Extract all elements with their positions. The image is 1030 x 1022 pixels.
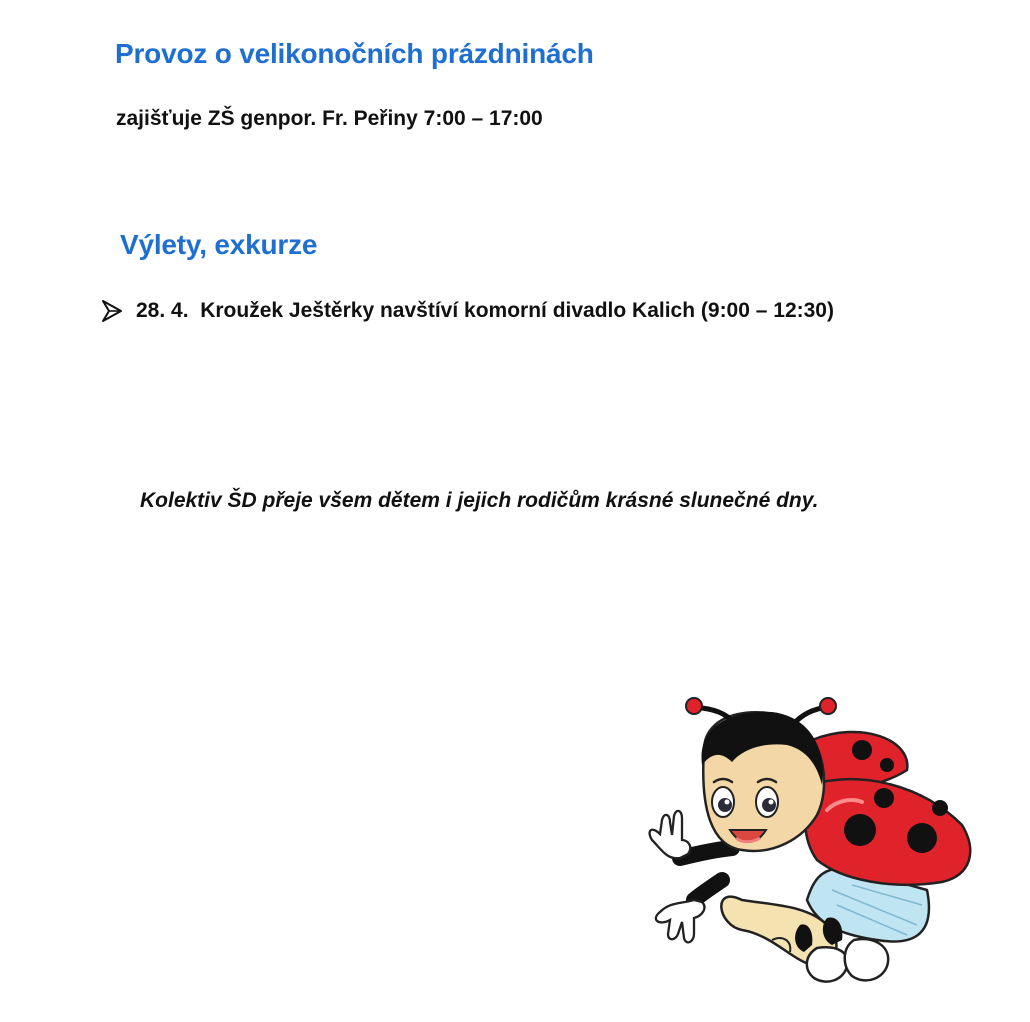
section-heading-vylety: Výlety, exkurze xyxy=(120,229,318,260)
section-heading-provoz: Provoz o velikonočních prázdninách xyxy=(115,38,594,69)
arrow-bullet-icon xyxy=(101,298,123,324)
item-date: 28. 4. xyxy=(136,299,189,322)
ladybug-illustration xyxy=(622,690,982,990)
item-text: Kroužek Ještěrky navštíví komorní divadlo Kalich (9:00 – 12:30) xyxy=(200,299,834,322)
closing-message: Kolektiv ŠD přeje všem dětem i jejich rodičům krásné slunečné dny. xyxy=(140,489,819,512)
list-item xyxy=(101,298,834,324)
provoz-text: zajišťuje ZŠ genpor. Fr. Peřiny 7:00 – 17:00 xyxy=(116,107,543,130)
